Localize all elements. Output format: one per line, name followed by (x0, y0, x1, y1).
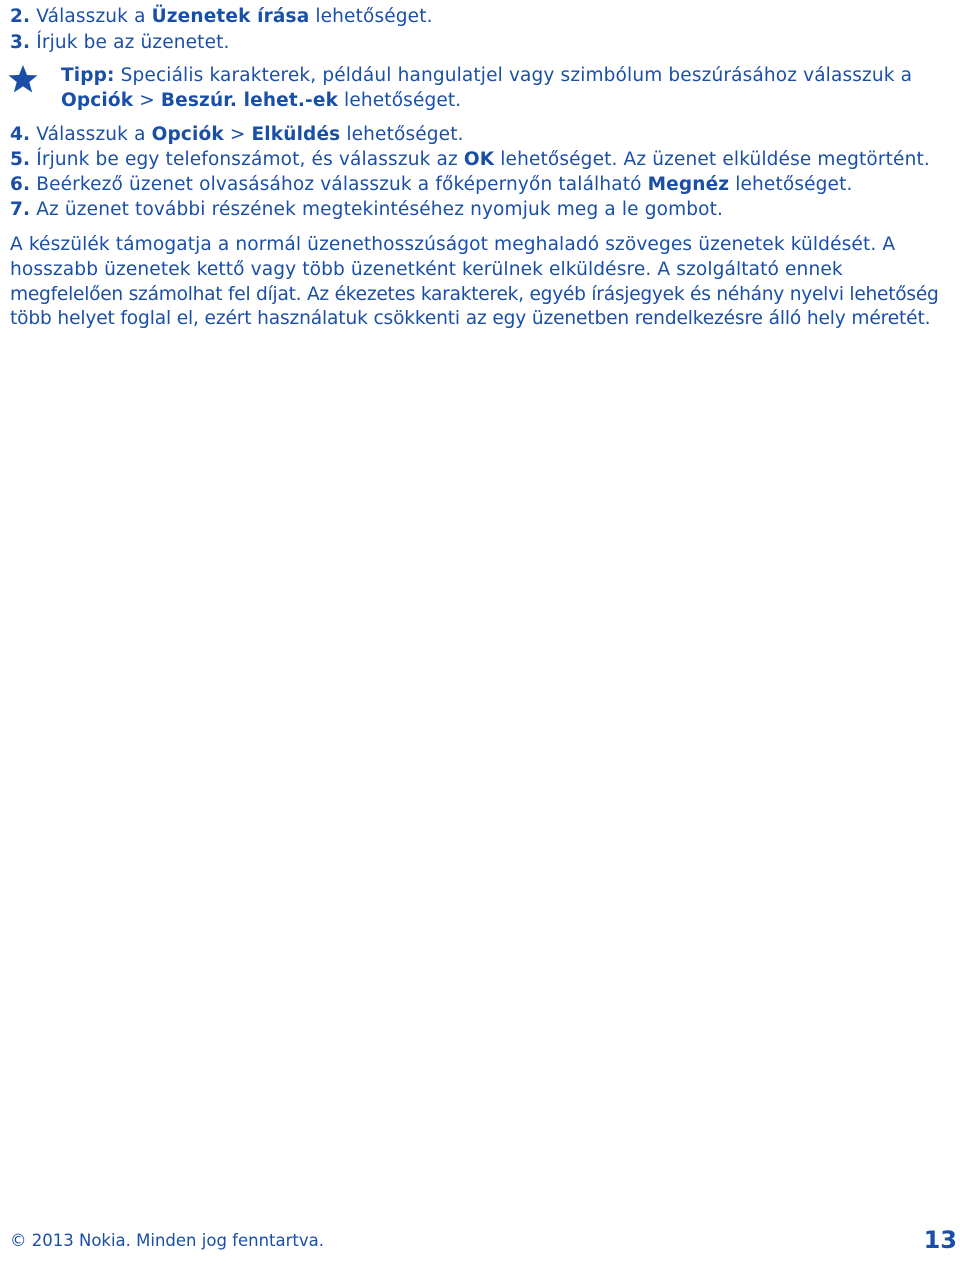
paragraph-line: megfelelően számolhat fel díjat. Az ékezetes karakterek, egyéb írásjegyek és néhány nyelvi lehetőség (10, 284, 939, 305)
step-number: 4. (10, 124, 31, 145)
step-number: 2. (10, 6, 31, 27)
step-text: Válasszuk a (30, 124, 152, 145)
menu-option-options: Opciók (151, 124, 224, 145)
step-number: 7. (10, 199, 31, 220)
step-text: lehetőséget. Az üzenet elküldése megtörtént. (494, 149, 930, 170)
menu-option-send: Elküldés (251, 124, 341, 145)
separator: > (133, 90, 161, 111)
menu-option-view: Megnéz (647, 174, 730, 195)
step-number: 3. (10, 32, 31, 53)
copyright: © 2013 Nokia. Minden jog fenntartva. (10, 1231, 324, 1250)
tip-text: Speciális karakterek, például hangulatjel vagy szimbólum beszúrásához válasszuk a (114, 65, 913, 86)
menu-option-ok: OK (463, 149, 495, 170)
separator: > (223, 124, 252, 145)
tip-label: Tipp: (61, 65, 115, 86)
page-number: 13 (923, 1226, 957, 1254)
step-text: Az üzenet további részének megtekintéséhez nyomjuk meg a le gombot. (30, 199, 724, 220)
menu-option-options: Opciók (61, 90, 134, 111)
tip-line-2 (61, 90, 461, 112)
step-7 (10, 199, 723, 221)
tip-line-1 (61, 65, 912, 87)
tip-text: lehetőséget. (338, 90, 462, 111)
step-text: Beérkező üzenet olvasásához válasszuk a főképernyőn található (30, 174, 648, 195)
paragraph-line: több helyet foglal el, ezért használatuk csökkenti az egy üzenetben rendelkezésre álló hely méretét. (10, 308, 931, 329)
step-text: Írjunk be egy telefonszámot, és válasszuk az (30, 149, 464, 170)
step-text: Írjuk be az üzenetet. (30, 32, 230, 53)
menu-option-insert: Beszúr. lehet.-ek (160, 90, 339, 111)
step-number: 5. (10, 149, 31, 170)
menu-option-write-message: Üzenetek írása (151, 6, 310, 27)
step-text: lehetőséget. (309, 6, 433, 27)
star-icon (8, 64, 38, 94)
paragraph-line: hosszabb üzenetek kettő vagy több üzenetként kerülnek elküldésre. A szolgáltató ennek (10, 259, 843, 280)
step-text: lehetőséget. (340, 124, 464, 145)
step-5 (10, 149, 930, 171)
step-number: 6. (10, 174, 31, 195)
step-3 (10, 32, 230, 54)
step-text: lehetőséget. (729, 174, 853, 195)
step-6 (10, 174, 853, 196)
paragraph-line: A készülék támogatja a normál üzenethosszúságot meghaladó szöveges üzenetek küldését. A (10, 234, 896, 255)
step-2 (10, 6, 433, 28)
step-4 (10, 124, 464, 146)
step-text: Válasszuk a (30, 6, 152, 27)
